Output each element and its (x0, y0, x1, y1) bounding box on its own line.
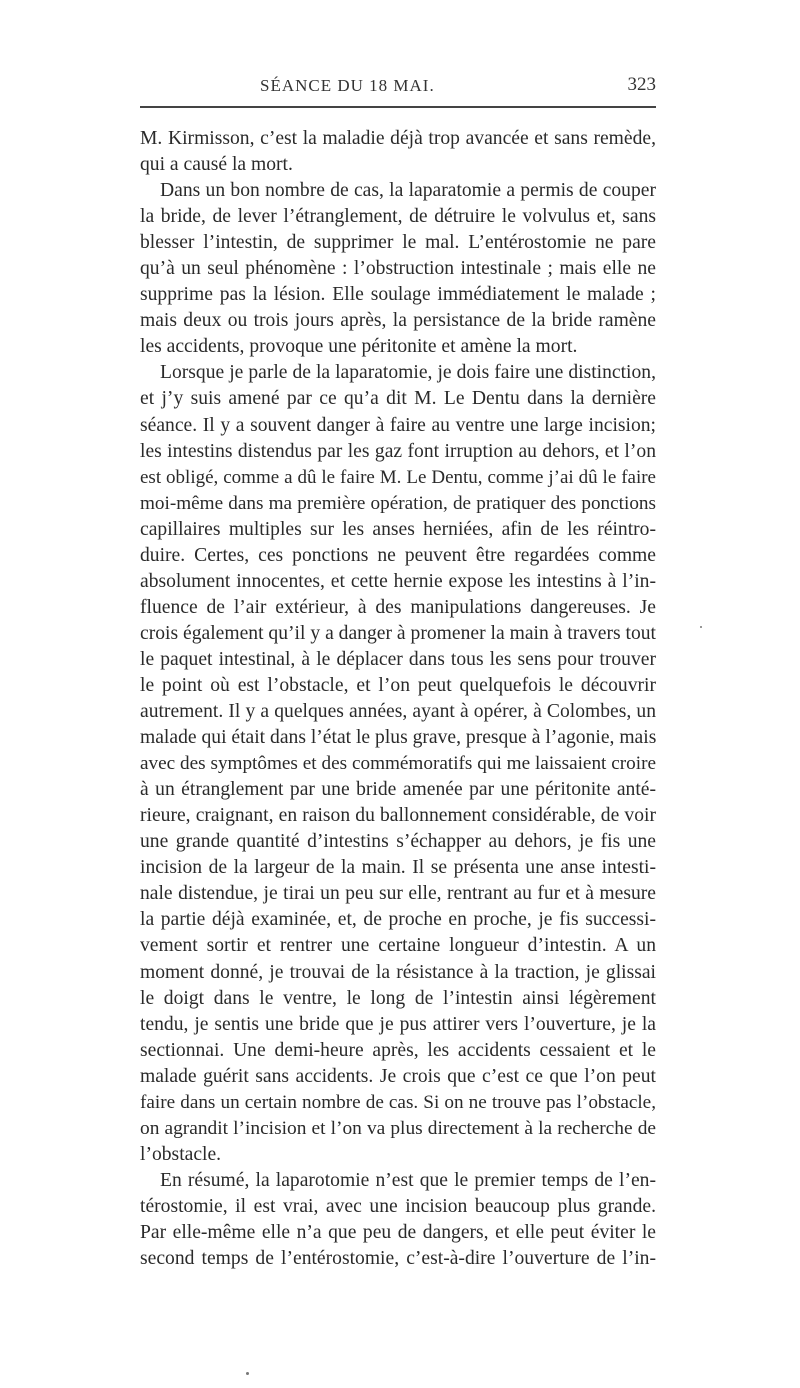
text-line: moment donné, je trouvai de la résistance à la traction, je glissai (140, 961, 656, 983)
text-line: rieure, craignant, en raison du ballonnement considérable, de voir (140, 805, 656, 827)
text-line: nale distendue, je tirai un peu sur elle, rentrant au fur et à mesure (140, 883, 656, 905)
text-line: incision de la largeur de la main. Il se présenta une anse intesti- (140, 857, 656, 879)
text-line: supprime pas la lésion. Elle soulage immédiatement le malade ; (140, 284, 656, 306)
page-header (140, 74, 656, 100)
text-line: autrement. Il y a quelques années, ayant à opérer, à Colombes, un (140, 701, 656, 723)
text-line: la bride, de lever l’étranglement, de détruire le volvulus et, sans (140, 206, 656, 228)
text-line: sectionnai. Une demi-heure après, les accidents cessaient et le (140, 1039, 656, 1061)
body-text (140, 126, 656, 1272)
text-line: qu’à un seul phénomène : l’obstruction intestinale ; mais elle ne (140, 258, 656, 280)
ink-speck (700, 626, 702, 628)
text-line: fluence de l’air extérieur, à des manipulations dangereuses. Je (140, 596, 656, 618)
running-head: SÉANCE DU 18 MAI. (260, 76, 435, 95)
text-line: malade qui était dans l’état le plus grave, presque à l’agonie, mais (140, 727, 657, 749)
text-line: moi-même dans ma première opération, de pratiquer des ponctions (140, 492, 656, 514)
text-line: le paquet intestinal, à le déplacer dans tous les sens pour trouver (140, 648, 656, 670)
text-line: est obligé, comme a dû le faire M. Le Dentu, comme j’ai dû le faire (140, 466, 656, 488)
text-line: on agrandit l’incision et l’on va plus directement à la recherche de (140, 1117, 656, 1139)
text-line: absolument innocentes, et cette hernie expose les intestins à l’in- (140, 570, 656, 592)
text-line: et j’y suis amené par ce qu’a dit M. Le Dentu dans la dernière (140, 388, 656, 410)
text-line: Lorsque je parle de la laparatomie, je dois faire une distinction, (160, 362, 656, 384)
text-line: Dans un bon nombre de cas, la laparatomie a permis de couper (160, 180, 656, 202)
text-line: tendu, je sentis une bride que je pus attirer vers l’ouverture, je la (140, 1013, 656, 1035)
text-line: le point où est l’obstacle, et l’on peut quelquefois le découvrir (140, 674, 656, 696)
text-line: second temps de l’entérostomie, c’est-à-dire l’ouverture de l’in- (140, 1248, 656, 1270)
header-rule (140, 106, 656, 108)
text-line: blesser l’intestin, de supprimer le mal. L’entérostomie ne pare (140, 232, 656, 254)
text-line: En résumé, la laparotomie n’est que le premier temps de l’en- (160, 1169, 656, 1191)
text-line: avec des symptômes et des commémoratifs qui me laissaient croire (140, 753, 656, 775)
text-line: duire. Certes, ces ponctions ne peuvent être regardées comme (140, 544, 656, 566)
text-line: vement sortir et rentrer une certaine longueur d’intestin. A un (140, 935, 656, 957)
text-line: à un étranglement par une bride amenée par une péritonite anté- (140, 779, 656, 801)
page-number: 323 (627, 74, 656, 95)
text-line: capillaires multiples sur les anses herniées, afin de les réintro- (140, 518, 656, 540)
text-line: la partie déjà examinée, et, de proche en proche, je fis successi- (140, 909, 656, 931)
text-line: le doigt dans le ventre, le long de l’intestin ainsi légèrement (140, 987, 656, 1009)
text-line: l’obstacle. (140, 1143, 222, 1165)
text-line: M. Kirmisson, c’est la maladie déjà trop avancée et sans remède, (140, 128, 656, 149)
text-line: mais deux ou trois jours après, la persistance de la bride ramène (140, 310, 656, 332)
text-line: faire dans un certain nombre de cas. Si on ne trouve pas l’obstacle, (140, 1091, 656, 1113)
text-line: malade guérit sans accidents. Je crois que c’est ce que l’on peut (140, 1065, 656, 1087)
text-line: crois également qu’il y a danger à promener la main à travers tout (140, 622, 656, 644)
ink-speck (246, 1372, 249, 1375)
text-line: les accidents, provoque une péritonite et amène la mort. (140, 336, 578, 358)
text-line: séance. Il y a souvent danger à faire au ventre une large incision; (140, 414, 656, 436)
text-line: qui a causé la mort. (140, 154, 293, 176)
text-line: une grande quantité d’intestins s’échapper au dehors, je fis une (140, 831, 656, 853)
text-line: Par elle-même elle n’a que peu de dangers, et elle peut éviter le (140, 1221, 656, 1243)
text-line: les intestins distendus par les gaz font irruption au dehors, et l’on (140, 440, 656, 462)
text-line: térostomie, il est vrai, avec une incision beaucoup plus grande. (140, 1195, 656, 1217)
